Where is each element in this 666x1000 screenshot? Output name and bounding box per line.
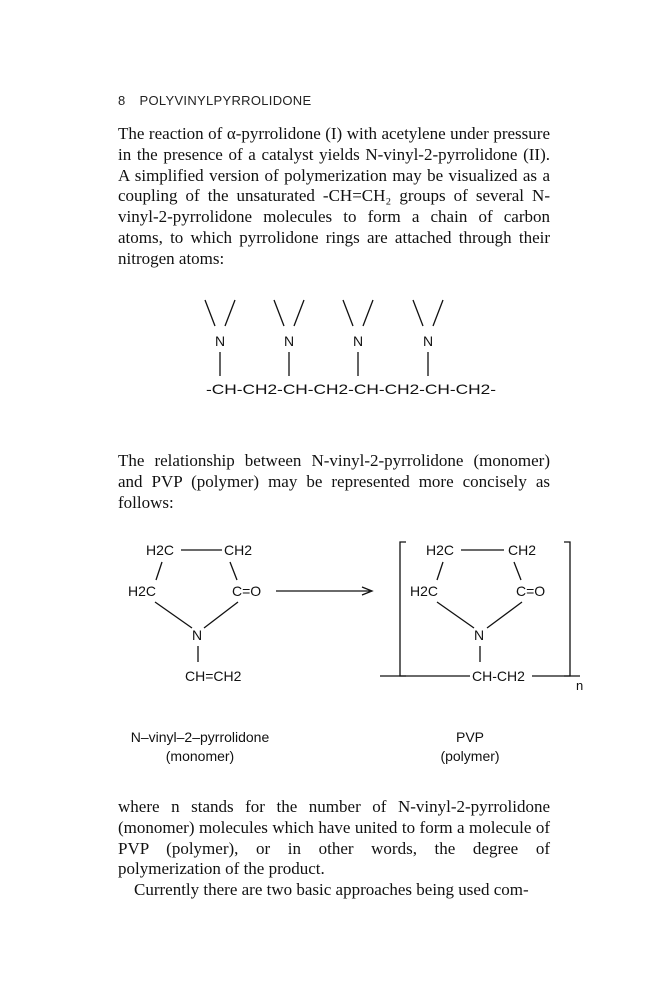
ring-stub-3: [343, 300, 373, 326]
monomer-caption-type: (monomer): [165, 748, 235, 764]
polymer-ch2-top: CH2: [508, 542, 537, 558]
monomer-caption: [110, 728, 290, 766]
polymer-h2c-top: H2C: [426, 542, 455, 558]
paragraph-relationship: The relationship between N-vinyl-2-pyrrolidone (monomer) and PVP (polymer) may be represented more concisely as follows:: [118, 451, 550, 512]
paragraph-approaches: Currently there are two basic approaches being used com-: [134, 880, 529, 899]
nitrogen-label-1: N: [214, 333, 226, 349]
polymer-carbonyl: C=O: [516, 583, 546, 599]
ring-stub-2: [274, 300, 304, 326]
running-header: [118, 93, 311, 108]
reaction-figure: [0, 530, 666, 700]
ring-stub-4: [413, 300, 443, 326]
polymer-nitrogen: N: [474, 627, 485, 643]
page-number: 8: [118, 93, 126, 108]
polymer-structure: [380, 542, 583, 693]
nitrogen-label-4: N: [422, 333, 434, 349]
nitrogen-label-2: N: [283, 333, 295, 349]
polymer-caption-name: PVP: [455, 729, 484, 745]
nitrogen-label-3: N: [352, 333, 364, 349]
paragraph-degree-of-polymerization: where n stands for the number of N-vinyl-2-pyrrolidone (monomer) molecules which have united to form a molecule of PVP (polymer), or in other words, the degree of polymerization of the product.: [118, 797, 550, 879]
monomer-ch2-top: CH2: [224, 542, 253, 558]
polymer-caption: [410, 728, 530, 766]
polymer-h2c-left: H2C: [410, 583, 439, 599]
monomer-carbonyl: C=O: [232, 583, 262, 599]
chain-backbone: -CH-CH2-CH-CH2-CH-CH2-CH-CH2-: [206, 381, 497, 397]
monomer-h2c-top: H2C: [146, 542, 175, 558]
monomer-nitrogen: N: [192, 627, 203, 643]
monomer-structure: [128, 542, 261, 684]
monomer-vinyl-group: CH=CH2: [185, 668, 242, 684]
monomer-h2c-left: H2C: [128, 583, 157, 599]
reaction-arrow: [276, 587, 372, 595]
running-title: POLYVINYLPYRROLIDONE: [139, 93, 312, 108]
polymer-chain-figure: [0, 290, 666, 410]
paragraph-reaction-intro: The reaction of α-pyrrolidone (I) with acetylene under pressure in the presence of a catalyst yields N-vinyl-2-pyrrolidone (II). A simplified version of polymerization may be visualized as a coupling of the unsaturated -CH=CH₂ groups of several N-vinyl-2-pyrrolidone molecules to form a chain of carbon atoms, to which pyrrolidone rings are attached through their nitrogen atoms:: [118, 124, 550, 268]
polymer-caption-type: (polymer): [440, 748, 500, 764]
monomer-caption-name: N–vinyl–2–pyrrolidone: [130, 729, 270, 745]
repeat-subscript-n: n: [576, 678, 584, 693]
polymer-chain-unit: CH-CH2: [472, 668, 525, 684]
ring-stub-1: [205, 300, 235, 326]
